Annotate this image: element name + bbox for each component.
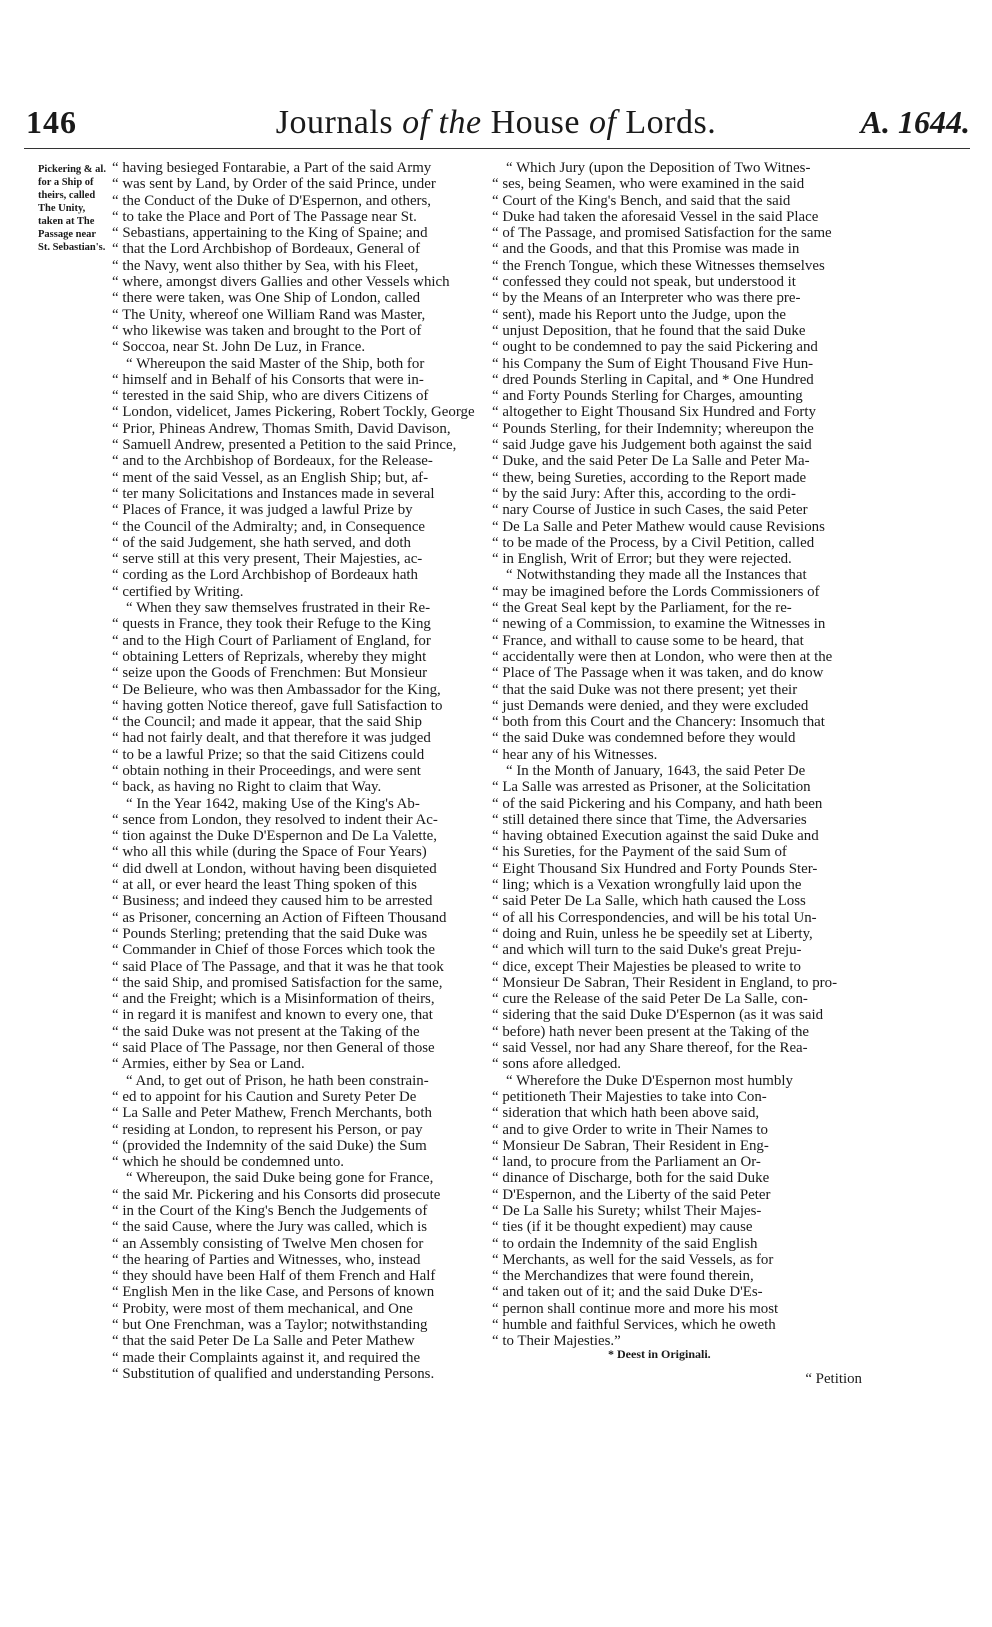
footnote: * Deest in Originali.	[608, 1347, 711, 1361]
paragraph: “ And, to get out of Prison, he hath been constrain- “ ed to appoint for his Caution and Surety Peter De “ La Salle and Peter Mathew, French Merchants, both “ residing at London, to represent his Person, or pay “ (provided the Indemnity of the said Duke) the Sum “ which he should be condemned unto.	[112, 1072, 432, 1171]
page-number: 146	[26, 104, 77, 140]
right-column	[492, 160, 964, 1350]
paragraph: “ Which Jury (upon the Deposition of Two Witnes- “ ses, being Seamen, who were examined in the said “ Court of the King's Bench, and said that the said “ Duke had taken the aforesaid Vessel in the said Place “ of The Passage, and promised Satisfaction for the same “ and the Goods, and that this Promise was made in “ the French Tongue, which these Witnesses themselves “ confessed they could not speak, but understood it “ by the Means of an Interpreter who was there pre- “ sent), made his Report unto the Judge, upon the “ unjust Deposition, that he found that the said Duke “ ought to be condemned to pay the said Pickering and “ his Company the Sum of Eight Thousand Five Hun- “ dred Pounds Sterling in Capital, and * One Hundred “ and Forty Pounds Sterling for Charges, amounting “ altogether to Eight Thousand Six Hundred and Forty “ Pounds Sterling, for their Indemnity; whereupon the “ said Judge gave his Judgement both against the said “ Duke, and the said Peter De La Salle and Peter Ma- “ thew, being Sureties, according to the Report made “ by the said Jury: After this, according to the ordi- “ nary Course of Justice in such Cases, the said Peter “ De La Salle and Peter Mathew would cause Revisions “ to be made of the Process, by a Civil Petition, called “ in English, Writ of Error; but they were rejected.	[492, 160, 832, 568]
running-head-part: House	[481, 104, 589, 141]
running-head-part: of	[588, 104, 617, 141]
left-column	[112, 160, 480, 1382]
margin-note: Pickering & al. for a Ship of theirs, called The Unity, taken at The Passage near St. Sebastian's.	[38, 164, 106, 253]
paragraph: “ In the Year 1642, making Use of the King's Ab- “ sence from London, they resolved to indent their Ac- “ tion against the Duke D'Espernon and De La Valette, “ who all this while (during the Space of Four Years) “ did dwell at London, without having been disquieted “ at all, or ever heard the least Thing spoken of this “ Business; and indeed they caused him to be arrested “ as Prisoner, concerning an Action of Fifteen Thousand “ Pounds Sterling; pretending that the said Duke was “ Commander in Chief of those Forces which took the “ said Place of The Passage, and that it was he that took “ the said Ship, and promised Satisfaction for the same, “ and the Freight; which is a Misinformation of theirs, “ in regard it is manifest and known to every one, that “ the said Duke was not present at the Taking of the “ said Place of The Passage, nor then General of those “ Armies, either by Sea or Land.	[112, 795, 447, 1073]
year-heading: A. 1644.	[860, 104, 970, 140]
paragraph: “ Notwithstanding they made all the Instances that “ may be imagined before the Lords Commissioners of “ the Great Seal kept by the Parliament, for the re- “ newing of a Commission, to examine the Witnesses in “ France, and withall to cause some to be heard, that “ accidentally were then at London, who were then at the “ Place of The Passage when it was taken, and do know “ that the said Duke was not there present; yet their “ just Demands were denied, and they were excluded “ both from this Court and the Chancery: Insomuch that “ the said Duke was condemned before they would “ hear any of his Witnesses.	[492, 567, 833, 763]
paragraph: “ having besieged Fontarabie, a Part of the said Army “ was sent by Land, by Order of the said Prince, under “ the Conduct of the Duke of D'Espernon, and others, “ to take the Place and Port of The Passage near St. “ Sebastians, appertaining to the King of Spaine; and “ that the Lord Archbishop of Bordeaux, General of “ the Navy, went also thither by Sea, with his Fleet, “ where, amongst divers Gallies and other Vessels which “ there were taken, was One Ship of London, called “ The Unity, whereof one William Rand was Master, “ who likewise was taken and brought to the Port of “ Soccoa, near St. John De Luz, in France.	[112, 160, 450, 356]
running-head-part: Lords.	[616, 104, 717, 141]
paragraph: “ Whereupon, the said Duke being gone for France, “ the said Mr. Pickering and his Consorts did prosecute “ in the Court of the King's Bench the Judgements of “ the said Cause, where the Jury was called, which is “ an Assembly consisting of Twelve Men chosen for “ the hearing of Parties and Witnesses, who, instead “ they should have been Half of them French and Half “ English Men in the like Case, and Persons of known “ Probity, were most of them mechanical, and One “ but One Frenchman, was a Taylor; notwithstanding “ that the said Peter De La Salle and Peter Mathew “ made their Complaints against it, and required the “ Substitution of qualified and understanding Persons.	[112, 1170, 441, 1382]
paragraph: “ Whereupon the said Master of the Ship, both for “ himself and in Behalf of his Consorts that were in- “ terested in the said Ship, who are divers Citizens of “ London, videlicet, James Pickering, Robert Tockly, George “ Prior, Phineas Andrew, Thomas Smith, David Davison, “ Samuell Andrew, presented a Petition to the said Prince, “ and to the Archbishop of Bordeaux, for the Release- “ ment of the said Vessel, as an English Ship; but, af- “ ter many Solicitations and Instances made in several “ Places of France, it was judged a lawful Prize by “ the Council of the Admiralty; and, in Consequence “ of the said Judgement, she hath served, and doth “ serve still at this very present, Their Majesties, ac- “ cording as the Lord Archbishop of Bordeaux hath “ certified by Writing.	[112, 355, 475, 600]
paragraph: “ When they saw themselves frustrated in their Re- “ quests in France, they took their Refuge to the King “ and to the High Court of Parliament of England, for “ obtaining Letters of Reprizals, whereby they might “ seize upon the Goods of Frenchmen: But Monsieur “ De Belieure, who was then Ambassador for the King, “ having gotten Notice thereof, gave full Satisfaction to “ the Council; and made it appear, that the said Ship “ had not fairly dealt, and that therefore it was judged “ to be a lawful Prize; so that the said Citizens could “ obtain nothing in their Proceedings, and were sent “ back, as having no Right to claim that Way.	[112, 600, 443, 796]
running-head	[0, 104, 992, 142]
running-head-part: Journals	[275, 104, 403, 141]
running-head-part: of the	[402, 104, 482, 141]
catchword: “ Petition	[805, 1371, 862, 1387]
paragraph: “ Wherefore the Duke D'Espernon most humbly “ petitioneth Their Majesties to take into Con- “ sideration that which hath been above said, “ and to give Order to write in Their Names to “ Monsieur De Sabran, Their Resident in Eng- “ land, to procure from the Parliament an Or- “ dinance of Discharge, both for the said Duke “ D'Espernon, and the Liberty of the said Peter “ De La Salle his Surety; whilst Their Majes- “ ties (if it be thought expedient) may cause “ to ordain the Indemnity of the said English “ Merchants, as well for the said Vessels, as for “ the Merchandizes that were found therein, “ and taken out of it; and the said Duke D'Es- “ pernon shall continue more and more his most “ humble and faithful Services, which he oweth “ to Their Majesties.”	[492, 1072, 793, 1350]
paragraph: “ In the Month of January, 1643, the said Peter De “ La Salle was arrested as Prisoner, at the Solicitation “ of the said Pickering and his Company, and hath been “ still detained there since that Time, the Adversaries “ having obtained Execution against the said Duke and “ his Sureties, for the Payment of the said Sum of “ Eight Thousand Six Hundred and Forty Pounds Ster- “ ling; which is a Vexation wrongfully laid upon the “ said Peter De La Salle, which hath caused the Loss “ of all his Correspondencies, and will be his total Un- “ doing and Ruin, unless he be speedily set at Liberty, “ and which will turn to the said Duke's great Preju- “ dice, except Their Majesties be pleased to write to “ Monsieur De Sabran, Their Resident in England, to pro- “ cure the Release of the said Peter De La Salle, con- “ sidering that the said Duke D'Espernon (as it was said “ before) hath never been present at the Taking of the “ said Vessel, nor had any Share thereof, for the Rea- “ sons afore alledged.	[492, 762, 838, 1073]
header-rule	[24, 148, 970, 149]
